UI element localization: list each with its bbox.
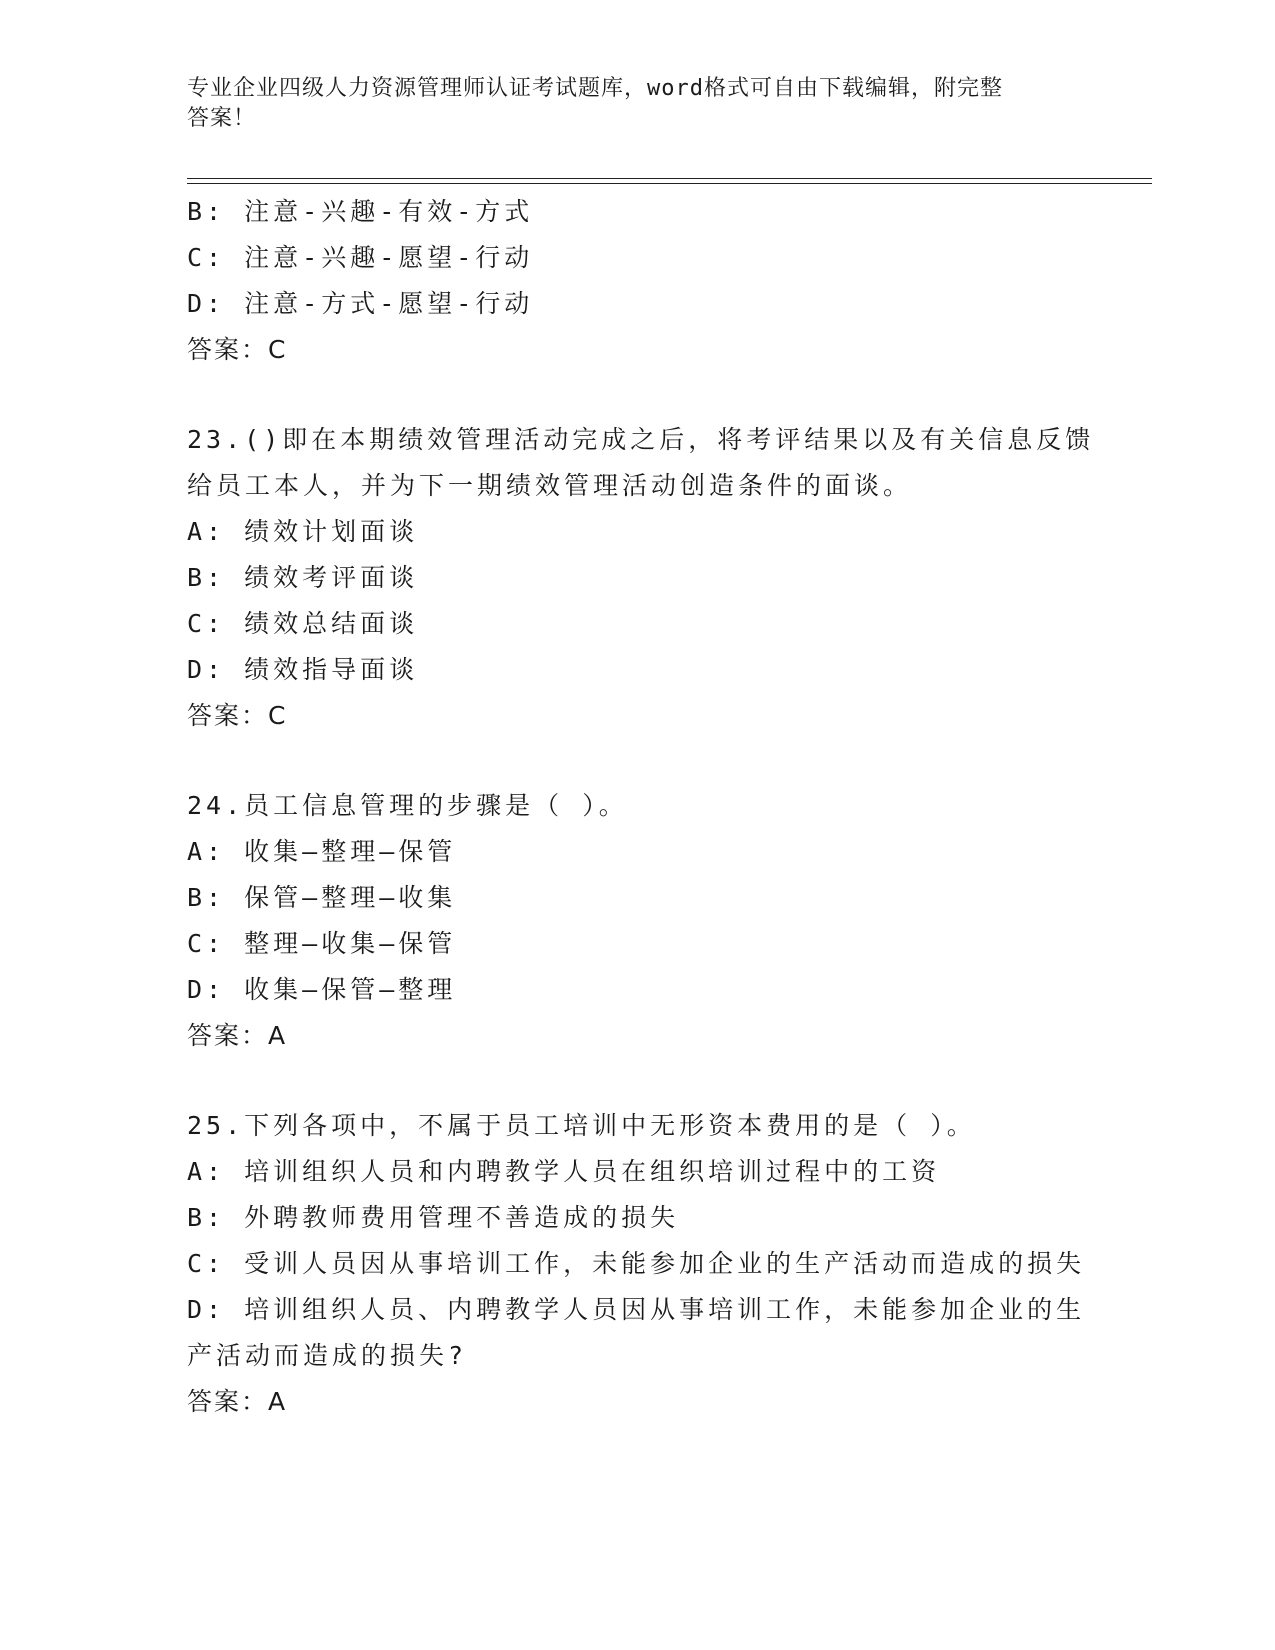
option-c: C: 绩效总结面谈 [187,609,419,638]
option-a: A: 绩效计划面谈 [187,517,419,546]
question-stem: 24.员工信息管理的步骤是（ ）。 [187,791,628,820]
question-24 [187,783,1087,1059]
option-b: B: 外聘教师费用管理不善造成的损失 [187,1203,680,1232]
header-line-2: 答案！ [187,106,257,131]
header-divider-top [187,178,1152,179]
option-d: D: 绩效指导面谈 [187,655,419,684]
answer: 答案：A [187,1021,288,1050]
answer: 答案：C [187,335,288,364]
question-list [187,189,1095,1425]
option-b: B: 注意-兴趣-有效-方式 [187,197,534,226]
option-d: D: 培训组织人员、内聘教学人员因从事培训工作，未能参加企业的生 [187,1295,1086,1324]
question-23 [187,417,1095,739]
question-22-partial [187,189,1087,373]
header-line-1: 专业企业四级人力资源管理师认证考试题库，word格式可自由下载编辑，附完整 [187,76,1003,101]
option-a: A: 收集—整理—保管 [187,837,457,866]
answer: 答案：C [187,701,288,730]
question-stem: 23.()即在本期绩效管理活动完成之后，将考评结果以及有关信息反馈 [187,425,1095,454]
option-b: B: 保管—整理—收集 [187,883,457,912]
option-b: B: 绩效考评面谈 [187,563,419,592]
document-header [187,74,1067,134]
question-stem: 25.下列各项中，不属于员工培训中无形资本费用的是（ ）。 [187,1111,976,1140]
header-divider-bottom [187,183,1152,184]
answer: 答案：A [187,1387,288,1416]
option-d-continued: 产活动而造成的损失? [187,1341,468,1370]
option-d: D: 收集—保管—整理 [187,975,457,1004]
question-stem-continued: 给员工本人，并为下一期绩效管理活动创造条件的面谈。 [187,471,913,500]
option-c: C: 注意-兴趣-愿望-行动 [187,243,534,272]
option-a: A: 培训组织人员和内聘教学人员在组织培训过程中的工资 [187,1157,941,1186]
question-25 [187,1103,1087,1425]
option-c: C: 受训人员因从事培训工作，未能参加企业的生产活动而造成的损失 [187,1249,1086,1278]
option-c: C: 整理—收集—保管 [187,929,457,958]
option-d: D: 注意-方式-愿望-行动 [187,289,534,318]
